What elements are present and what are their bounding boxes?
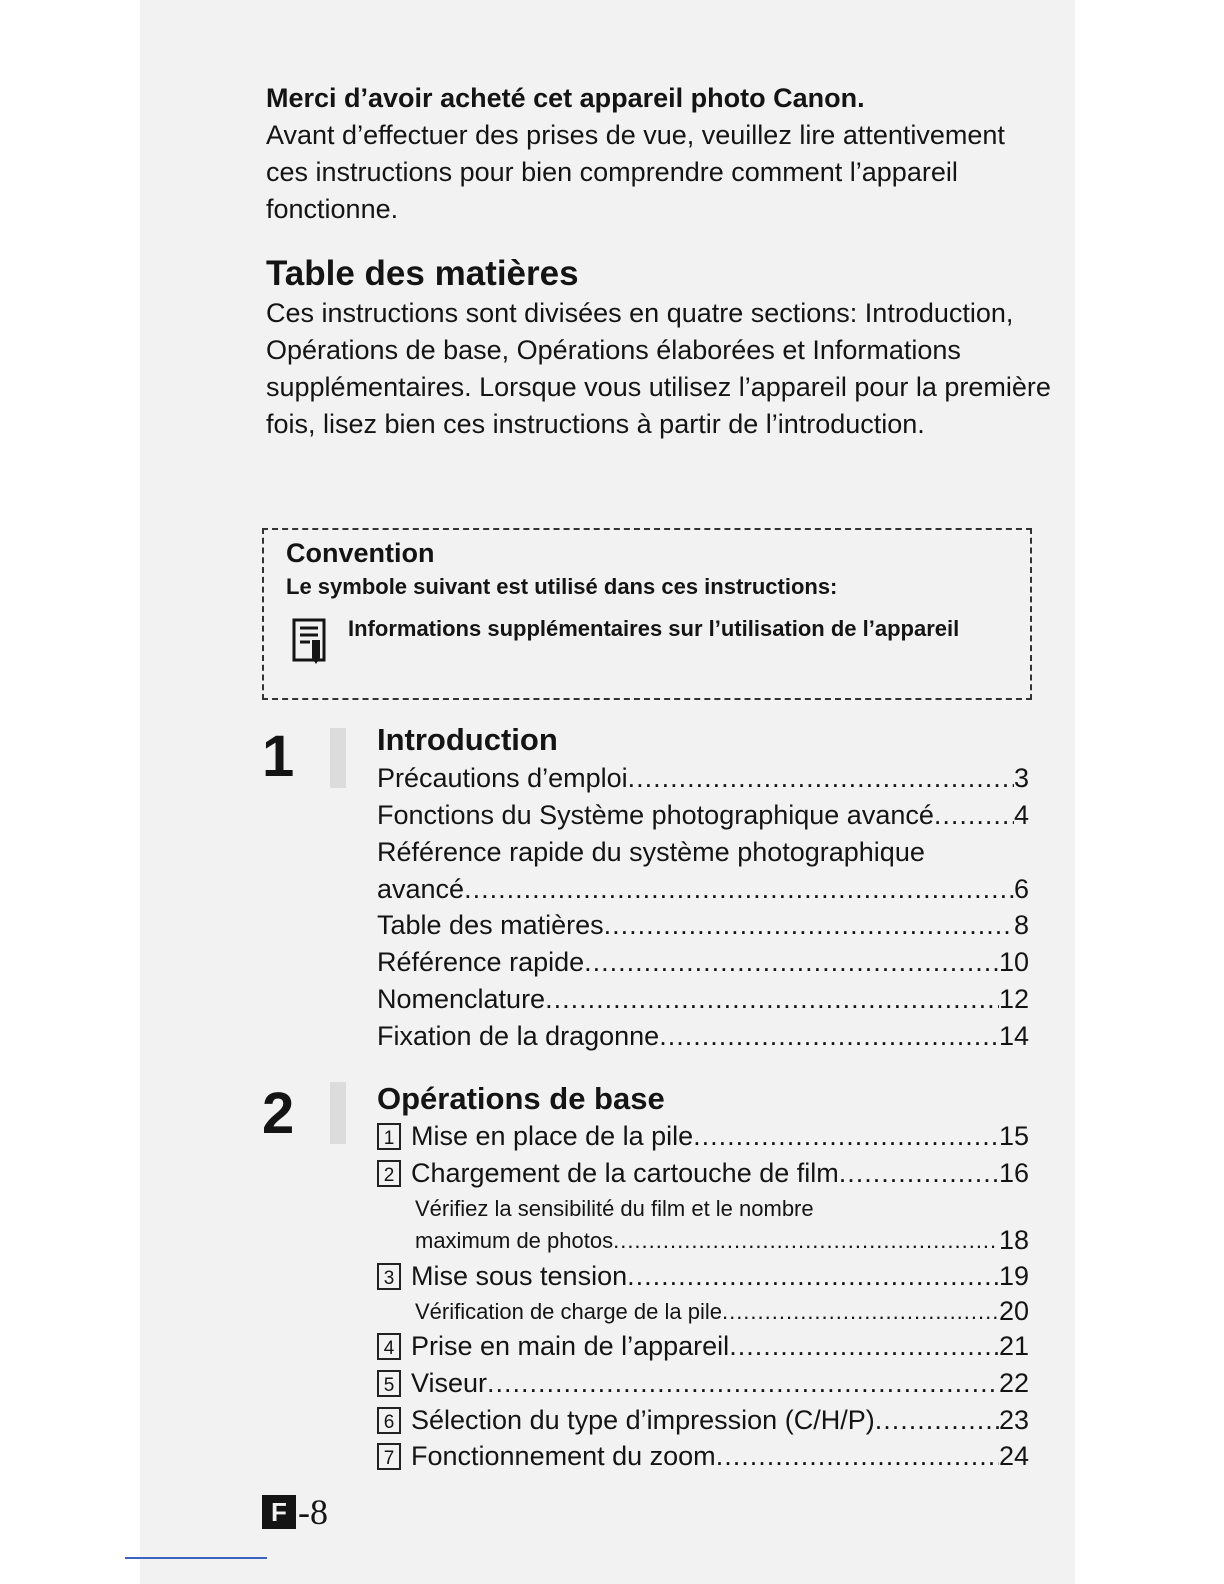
toc-entry — [377, 1018, 1029, 1055]
toc-entry-page: 24 — [998, 1441, 1029, 1471]
toc-entry-page: 19 — [998, 1261, 1029, 1291]
toc-step-entry — [377, 1118, 1029, 1155]
toc-entry-label: avancé — [377, 874, 465, 904]
step-number-box: 6 — [377, 1407, 401, 1434]
toc-entry-label: Référence rapide — [377, 947, 585, 977]
leader-dots — [716, 1438, 999, 1475]
toc-entry-page: 4 — [1013, 800, 1029, 830]
step-number-box: 3 — [377, 1263, 401, 1290]
step-number-box: 5 — [377, 1370, 401, 1397]
toc-entry-page: 14 — [998, 1021, 1029, 1051]
toc-entry-page: 23 — [998, 1405, 1029, 1435]
toc-entry — [377, 981, 1029, 1018]
toc-entry-page: 3 — [1013, 763, 1029, 793]
leader-dots — [693, 1118, 999, 1155]
page-number-value: -8 — [298, 1492, 328, 1532]
leader-dots — [613, 1222, 999, 1259]
toc-entry-label: Précautions d’emploi — [377, 763, 628, 793]
section-title: Introduction — [377, 722, 558, 757]
toc-entry-page: 21 — [998, 1331, 1029, 1361]
step-number-box: 2 — [377, 1160, 401, 1187]
toc-entry-page: 8 — [1013, 910, 1029, 940]
toc-entry — [377, 760, 1029, 797]
toc-entry-label: Vérification de charge de la pile — [415, 1299, 722, 1324]
toc-entry-label: Prise en main de l’appareil — [411, 1331, 730, 1361]
intro-body: Avant d’effectuer des prises de vue, veuillez lire attentivement ces instructions pour bien comprendre comment l’appareil fonctionne. — [266, 120, 1005, 224]
leader-dots — [487, 1365, 999, 1402]
toc-entry-page: 12 — [998, 984, 1029, 1014]
toc-step-entry — [377, 1258, 1029, 1295]
convention-text: Le symbole suivant est utilisé dans ces instructions: — [286, 574, 838, 599]
toc-description: Ces instructions sont divisées en quatre sections: Introduction, Opérations de base, Opérations élaborées et Informations supplémentaires. Lorsque vous utilisez l’appareil pour la première fois, lisez bien ces instructions à partir de l’introduction. — [266, 298, 1051, 439]
toc-entry-label: Mise sous tension — [411, 1261, 628, 1291]
section-tab-marker — [330, 1082, 346, 1144]
toc-step-entry — [377, 1402, 1029, 1439]
toc-entry — [377, 871, 1029, 908]
leader-dots — [464, 871, 1014, 908]
leader-dots — [934, 797, 1014, 834]
toc-step-entry — [377, 1438, 1029, 1475]
leader-dots — [627, 1258, 999, 1295]
toc-entry — [377, 797, 1029, 834]
toc-entry-label: maximum de photos — [415, 1228, 614, 1253]
toc-entry — [377, 907, 1029, 944]
leader-dots — [875, 1402, 999, 1439]
toc-title: Table des matières — [266, 254, 579, 293]
leader-dots — [839, 1155, 999, 1192]
section-title: Opérations de base — [377, 1081, 665, 1116]
toc-entry-label: Sélection du type d’impression (C/H/P) — [411, 1405, 875, 1435]
section-number: 1 — [262, 724, 295, 789]
toc-entry-label: Table des matières — [377, 910, 604, 940]
toc-entry-label: Chargement de la cartouche de film — [411, 1158, 839, 1188]
intro-lead: Merci d’avoir acheté cet appareil photo Canon. — [266, 83, 865, 113]
toc-entry — [377, 944, 1029, 981]
toc-entry-page: 6 — [1013, 874, 1029, 904]
toc-entry-label: Fonctionnement du zoom — [411, 1441, 716, 1471]
step-number-box: 1 — [377, 1123, 401, 1150]
convention-title: Convention — [286, 538, 435, 568]
intro-block — [266, 80, 1046, 228]
toc-entry-page: 10 — [998, 947, 1029, 977]
toc-entry-label: Fonctions du Système photographique avancé — [377, 800, 934, 830]
step-number-box: 4 — [377, 1333, 401, 1360]
leader-dots — [659, 1018, 999, 1055]
leader-dots — [628, 760, 1014, 797]
section-tab-marker — [330, 728, 346, 788]
toc-entry-page: 15 — [998, 1121, 1029, 1151]
toc-step-entry — [377, 1328, 1029, 1365]
leader-dots — [604, 907, 1014, 944]
toc-entry-label: Viseur — [411, 1368, 488, 1398]
section-number: 2 — [262, 1081, 295, 1146]
language-badge: F — [262, 1495, 296, 1529]
toc-sub-entry — [415, 1222, 1029, 1259]
toc-entry-label: Mise en place de la pile — [411, 1121, 694, 1151]
leader-dots — [722, 1293, 999, 1330]
toc-entry-label: Fixation de la dragonne — [377, 1021, 660, 1051]
toc-step-entry — [377, 1155, 1029, 1192]
memo-icon — [292, 618, 326, 666]
convention-note: Informations supplémentaires sur l’utilisation de l’appareil — [348, 616, 960, 641]
leader-dots — [545, 981, 999, 1018]
convention-box — [262, 528, 1032, 700]
toc-entry-page: 18 — [998, 1225, 1029, 1255]
toc-sub-entry — [415, 1293, 1029, 1330]
toc-entry-label-line1: Référence rapide du système photographique — [377, 837, 925, 867]
leader-dots — [729, 1328, 999, 1365]
toc-entry-page: 20 — [998, 1296, 1029, 1326]
toc-entry-page: 16 — [998, 1158, 1029, 1188]
toc-sub-entry-label-line1: Vérifiez la sensibilité du film et le nombre — [415, 1196, 814, 1221]
toc-entry-page: 22 — [998, 1368, 1029, 1398]
leader-dots — [584, 944, 999, 981]
footer-divider — [125, 1557, 267, 1559]
toc-entry-line — [377, 834, 1029, 871]
toc-entry-label: Nomenclature — [377, 984, 546, 1014]
page-number — [262, 1492, 328, 1532]
step-number-box: 7 — [377, 1443, 401, 1470]
toc-step-entry — [377, 1365, 1029, 1402]
